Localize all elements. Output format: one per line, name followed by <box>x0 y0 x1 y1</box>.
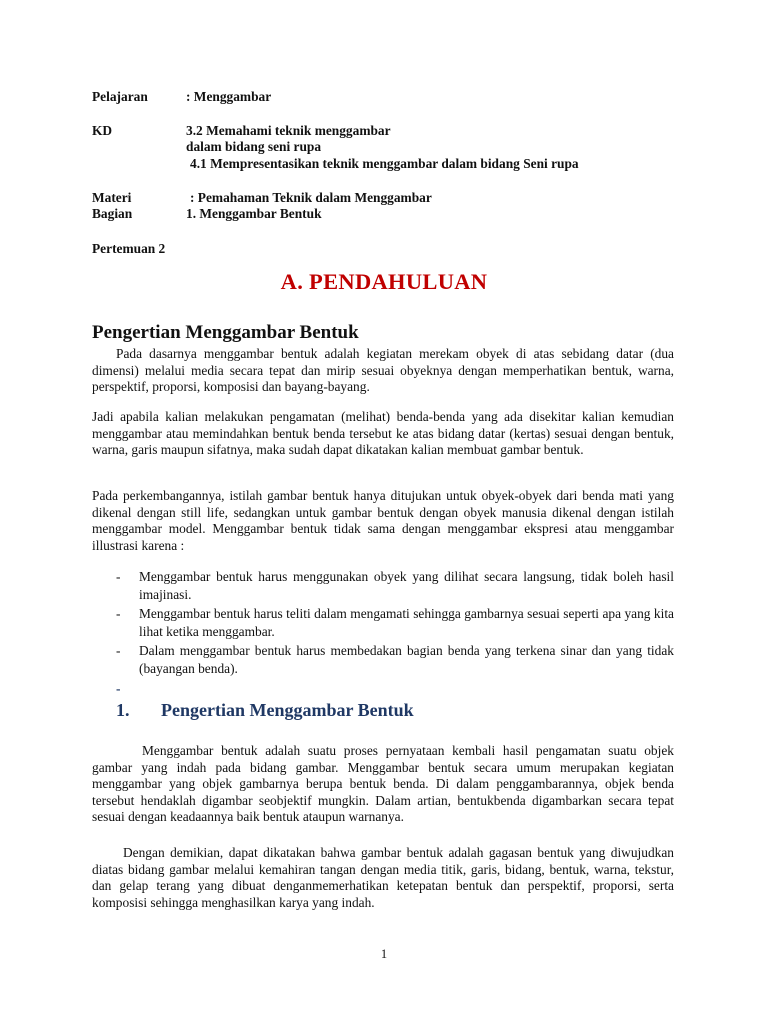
page-number: 1 <box>380 947 388 961</box>
paragraph: Menggambar bentuk adalah suatu proses pernyataan kembali hasil pengamatan suatu objek gambar yang indah pada bidang gambar. Menggambar bentuk secara umum merupakan kegiatan menggambar yang objek gambarnya berupa bentuk benda. Di dalam penggambarannya, objek benda tersebut hendaklah digambar seobjektif mungkin. Dalam artian, bentukbenda digambarkan secara tepat sesuai dengan keadaannya baik bentuk ataupun warnanya. <box>92 743 674 825</box>
pertemuan-label: Pertemuan 2 <box>92 241 166 256</box>
section-title: Pengertian Menggambar Bentuk <box>92 322 359 343</box>
kd-line-2: dalam bidang seni rupa <box>186 139 322 154</box>
kd-line-1: 3.2 Memahami teknik menggambar <box>186 123 391 138</box>
section-title: Pengertian Menggambar Bentuk <box>161 700 414 720</box>
bullet-marker: - <box>116 643 121 658</box>
materi-label: Materi <box>92 190 132 205</box>
bullet-marker: - <box>116 606 121 621</box>
bullet-marker: - <box>116 681 121 696</box>
bagian-label: Bagian <box>92 206 133 221</box>
bullet-marker: - <box>116 569 121 584</box>
pelajaran-value: : Menggambar <box>186 89 272 104</box>
kd-line-3: 4.1 Mempresentasikan teknik menggambar dalam bidang Seni rupa <box>190 156 579 171</box>
paragraph: Pada perkembangannya, istilah gambar bentuk hanya ditujukan untuk obyek-obyek dari benda mati yang dikenal dengan still life, sedangkan untuk gambar bentuk dengan obyek manusia dikenal dengan istilah menggambar model. Menggambar bentuk tidak sama dengan menggambar ekspresi atau menggambar illustrasi karena : <box>92 488 674 553</box>
paragraph: Pada dasarnya menggambar bentuk adalah kegiatan merekam obyek di atas sebidang datar (dua dimensi) melalui media secara tepat dan mirip sesuai obyeknya dengan memperhatikan bentuk, warna, perspektif, proporsi, komposisi dan bayang-bayang. <box>92 346 674 395</box>
section-number: 1. <box>116 700 130 720</box>
paragraph: Jadi apabila kalian melakukan pengamatan (melihat) benda-benda yang ada disekitar kalian kemudian menggambar atau memindahkan bentuk benda tersebut ke atas bidang datar (kertas) sesuai dengan bentuk, warna, garis maupun sifatnya, maka sudah dapat dikatakan kalian membuat gambar bentuk. <box>92 409 674 458</box>
list-item: Menggambar bentuk harus teliti dalam mengamati sehingga gambarnya sesuai seperti apa yang kita lihat ketika menggambar. <box>139 606 674 640</box>
materi-value: : Pemahaman Teknik dalam Menggambar <box>190 190 432 205</box>
pelajaran-label: Pelajaran <box>92 89 148 104</box>
bagian-value: 1. Menggambar Bentuk <box>186 206 322 221</box>
main-heading: A. PENDAHULUAN <box>280 269 488 294</box>
paragraph: Dengan demikian, dapat dikatakan bahwa gambar bentuk adalah gagasan bentuk yang diwujudkan diatas bidang gambar melalui kemahiran tangan dengan media titik, garis, bidang, bentuk, warna, tekstur, dan gelap terang yang dibuat denganmemerhatikan ketepatan bentuk dan perspektif, proporsi, serta komposisi sehingga menghasilkan karya yang indah. <box>92 845 674 910</box>
list-item: Menggambar bentuk harus menggunakan obyek yang dilihat secara langsung, tidak boleh hasil imajinasi. <box>139 569 674 603</box>
list-item: Dalam menggambar bentuk harus membedakan bagian benda yang terkena sinar dan yang tidak (bayangan benda). <box>139 643 674 677</box>
kd-label: KD <box>92 123 113 138</box>
